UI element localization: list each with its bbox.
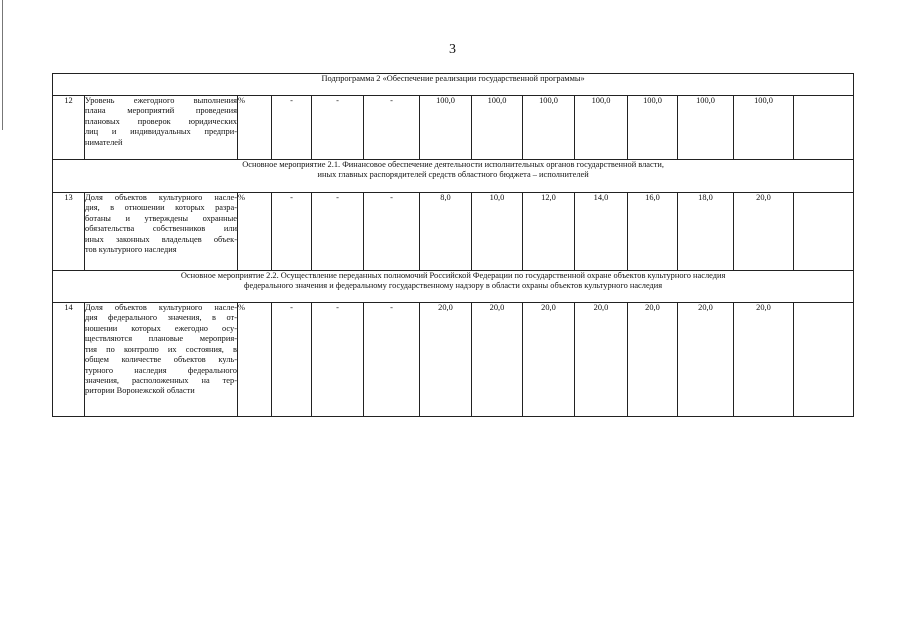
value-cell: 12,0 — [523, 193, 575, 271]
indicator-name-line: дия федерального значения, в от- — [85, 313, 237, 323]
value-cell: - — [364, 303, 420, 417]
value-cell: - — [364, 96, 420, 160]
value-cell: 100,0 — [472, 96, 523, 160]
indicator-name-line: Уровень ежегодного выполнения — [85, 96, 237, 105]
indicator-name-line: общем количестве объектов куль- — [85, 355, 237, 365]
indicator-name-line: тия по контролю их состояния, в — [85, 344, 237, 354]
section-header-row — [53, 74, 854, 96]
indicator-name-line: нимателей — [85, 137, 123, 147]
scan-edge-line — [2, 0, 3, 130]
indicator-name-line: плана мероприятий проведения — [85, 106, 237, 116]
value-cell: 10,0 — [472, 193, 523, 271]
indicator-name — [85, 193, 238, 271]
table-row — [53, 193, 854, 271]
indicator-name-line: ритории Воронежской области — [85, 386, 195, 396]
value-cell: 100,0 — [420, 96, 472, 160]
indicator-name-line: лиц и индивидуальных предпри- — [85, 127, 237, 137]
row-number: 12 — [53, 96, 85, 160]
unit-cell: % — [238, 193, 272, 271]
section-header — [53, 160, 854, 193]
value-cell: 20,0 — [575, 303, 628, 417]
section-header-row — [53, 271, 854, 303]
section-header-row — [53, 160, 854, 193]
value-cell: 20,0 — [472, 303, 523, 417]
value-cell: 100,0 — [678, 96, 734, 160]
row-number: 14 — [53, 303, 85, 417]
unit-cell: % — [238, 303, 272, 417]
section-header — [53, 74, 854, 96]
value-cell: 8,0 — [420, 193, 472, 271]
value-cell: - — [312, 96, 364, 160]
value-cell: - — [312, 303, 364, 417]
indicator-name-line: тов культурного наследия — [85, 245, 177, 255]
section-header-line: Подпрограмма 2 «Обеспечение реализации государственной программы» — [321, 74, 585, 83]
value-cell: 20,0 — [734, 193, 794, 271]
value-cell: - — [312, 193, 364, 271]
indicator-name-line: иных законных владельцев объек- — [85, 234, 237, 244]
indicator-name-line: ботаны и утверждены охранные — [85, 213, 237, 223]
section-header-line: федерального значения и федеральному государственному надзору в области охраны объектов культурного наследия — [244, 281, 663, 291]
indicator-name — [85, 96, 238, 160]
value-cell: 20,0 — [734, 303, 794, 417]
indicator-name-line: Доля объектов культурного насле- — [85, 193, 237, 202]
row-number: 13 — [53, 193, 85, 271]
value-cell: 100,0 — [575, 96, 628, 160]
value-cell: - — [364, 193, 420, 271]
indicator-name — [85, 303, 238, 417]
indicator-name-line: значения, расположенных на тер- — [85, 375, 237, 385]
empty-cell — [794, 96, 854, 160]
indicator-name-line: обязательства собственников или — [85, 224, 237, 234]
section-header-line: Основное мероприятие 2.2. Осуществление переданных полномочий Российской Федерации по государственной охране объектов культурного наследия — [180, 271, 726, 280]
value-cell: 18,0 — [678, 193, 734, 271]
value-cell: 100,0 — [734, 96, 794, 160]
indicator-name-line: плановых проверок юридических — [85, 116, 237, 126]
empty-cell — [794, 193, 854, 271]
value-cell: 100,0 — [523, 96, 575, 160]
indicator-name-line: дия, в отношении которых разра- — [85, 203, 237, 213]
value-cell: - — [272, 193, 312, 271]
indicator-name-line: ношении которых ежегодно осу- — [85, 323, 237, 333]
value-cell: 20,0 — [628, 303, 678, 417]
indicator-name-line: турного наследия федерального — [85, 365, 237, 375]
value-cell: 14,0 — [575, 193, 628, 271]
section-header-line: Основное мероприятие 2.1. Финансовое обеспечение деятельности исполнительных органов государственной власти, — [242, 160, 664, 169]
value-cell: 16,0 — [628, 193, 678, 271]
table-row — [53, 96, 854, 160]
section-header — [53, 271, 854, 303]
unit-cell: % — [238, 96, 272, 160]
value-cell: 20,0 — [420, 303, 472, 417]
value-cell: - — [272, 303, 312, 417]
empty-cell — [794, 303, 854, 417]
section-header-line: иных главных распорядителей средств областного бюджета – исполнителей — [317, 170, 589, 180]
page-number: 3 — [449, 42, 456, 57]
table-row — [53, 303, 854, 417]
value-cell: 20,0 — [523, 303, 575, 417]
indicator-name-line: Доля объектов культурного насле- — [85, 303, 237, 312]
indicators-table — [52, 73, 854, 417]
value-cell: 20,0 — [678, 303, 734, 417]
value-cell: 100,0 — [628, 96, 678, 160]
indicator-name-line: ществляются плановые мероприя- — [85, 334, 237, 344]
value-cell: - — [272, 96, 312, 160]
